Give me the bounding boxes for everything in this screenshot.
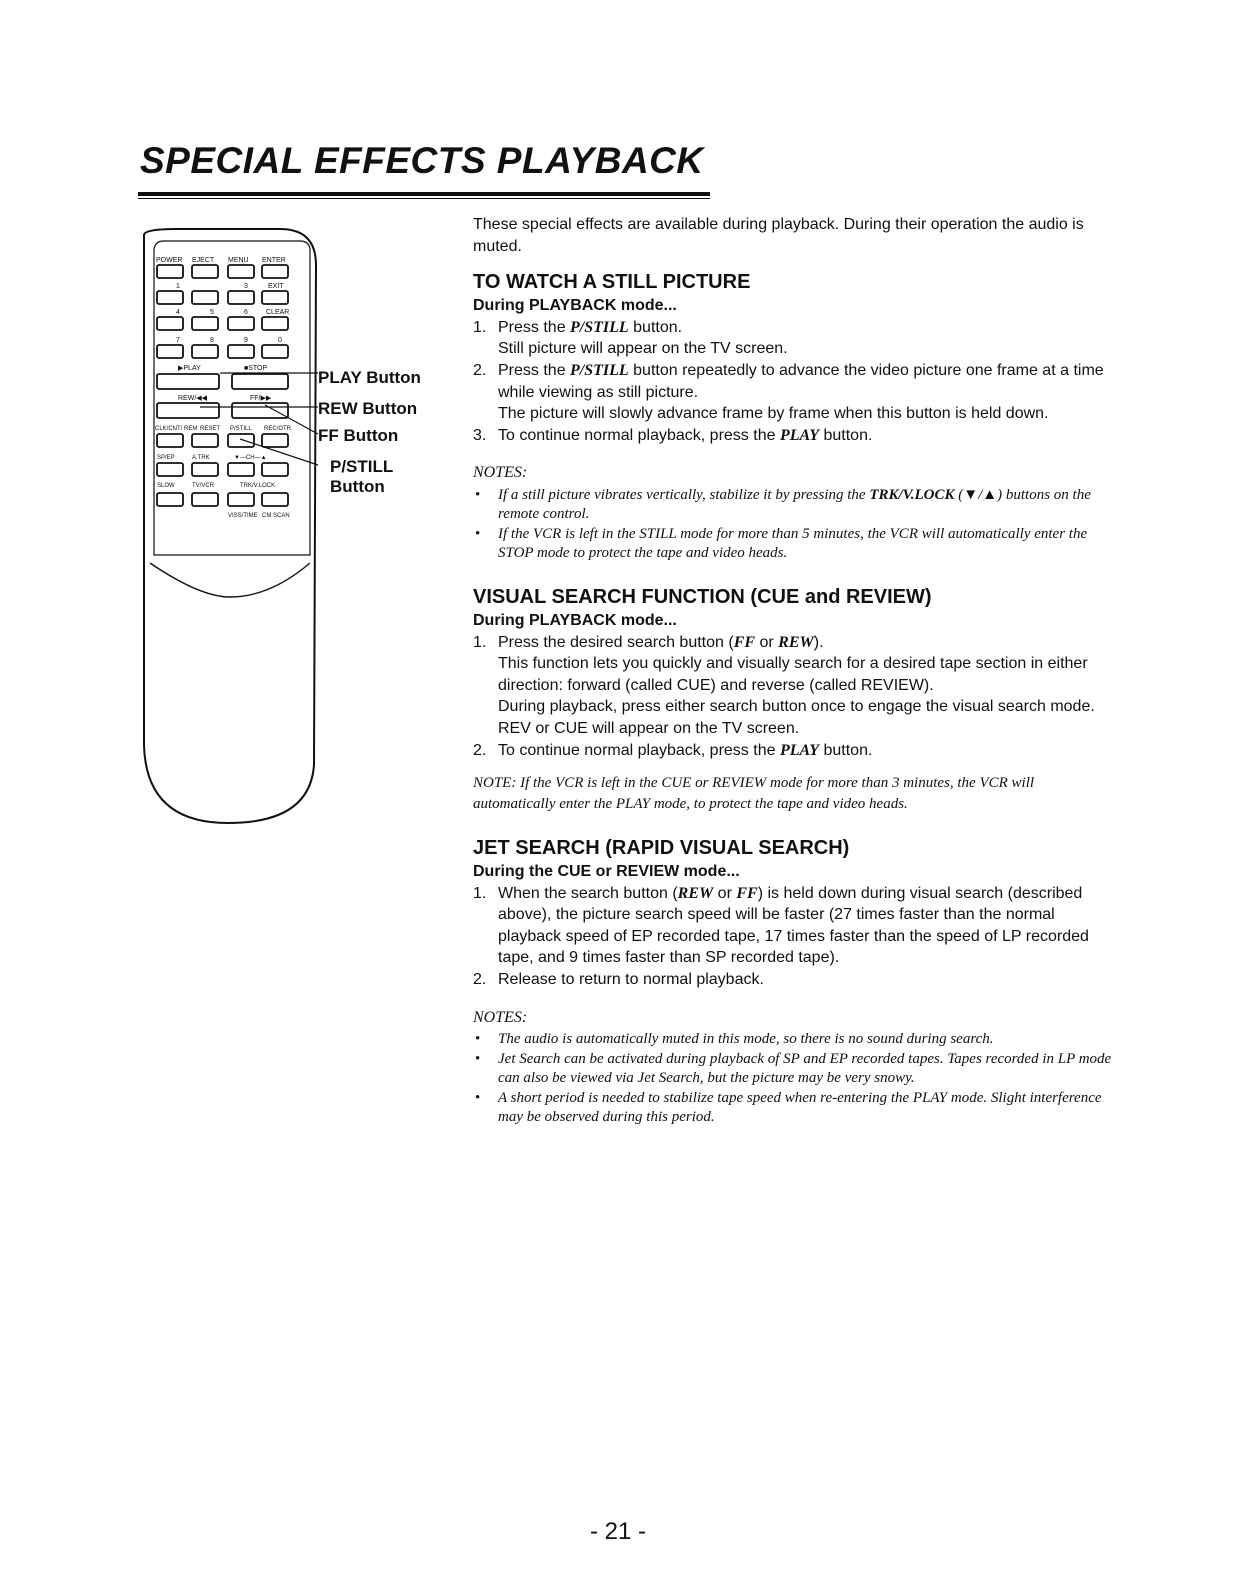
key-label-cmscan: CM SCAN bbox=[262, 513, 290, 519]
step-emphasis: PLAY bbox=[779, 741, 820, 759]
note-text: (▼/▲) buttons on the remote control. bbox=[498, 486, 1091, 523]
key-label-0: 0 bbox=[278, 337, 282, 344]
key-row-play-stop bbox=[157, 374, 288, 389]
note-text: Jet Search can be activated during playback of SP and EP recorded tapes. Tapes recorded in LP mode can also be viewed via Jet Search, but the picture may be very snowy. bbox=[498, 1050, 1112, 1087]
notes-label-jet: NOTES: bbox=[473, 1008, 528, 1026]
notes-label-still: NOTES: bbox=[473, 464, 528, 482]
page-number: - 21 - bbox=[589, 1518, 646, 1545]
subheading-still: During PLAYBACK mode... bbox=[473, 297, 677, 315]
step-text: To continue normal playback, press the bbox=[498, 426, 780, 444]
step-detail: The picture will slowly advance frame by frame when this button is held down. bbox=[498, 405, 1049, 423]
step-detail: This function lets you quickly and visually search for a desired tape section in either direction: forward (called CUE) and reverse (called REVIEW). bbox=[498, 655, 1088, 694]
key-label-trk: TRK/V.LOCK bbox=[240, 483, 276, 489]
key-row-1 bbox=[157, 265, 288, 278]
step-emphasis: P/STILL bbox=[570, 361, 629, 379]
key-label-eject: EJECT bbox=[192, 257, 215, 264]
step-text: Press the bbox=[498, 361, 571, 379]
subheading-visual: During PLAYBACK mode... bbox=[473, 611, 677, 629]
key-row-4 bbox=[157, 345, 288, 358]
key-label-7: 7 bbox=[176, 337, 180, 344]
step-item bbox=[473, 969, 1113, 991]
notes-jet bbox=[473, 1030, 1113, 1128]
note-text: If a still picture vibrates vertically, stabilize it by pressing the bbox=[498, 486, 870, 503]
remote-curve bbox=[150, 563, 310, 597]
note-text: If the VCR is left in the STILL mode for more than 5 minutes, the VCR will automatically enter the STOP mode to protect the tape and video heads. bbox=[498, 525, 1088, 562]
key-label-clear: CLEAR bbox=[266, 309, 290, 316]
key-label-atrk: A.TRK bbox=[192, 455, 210, 461]
intro-paragraph: These special effects are available during playback. During their operation the audio is muted. bbox=[473, 216, 1084, 255]
remote-outline bbox=[144, 229, 316, 823]
key-label-rew: REW/◀◀ bbox=[178, 395, 208, 402]
callout-play: PLAY Button bbox=[318, 368, 421, 387]
note-item: • A short period is needed to stabilize tape speed when re-entering the PLAY mode. Slight interference may be observed during this period. bbox=[475, 1089, 1102, 1126]
callout-lines bbox=[200, 373, 318, 465]
note-item: • If a still picture vibrates vertically, stabilize it by pressing the TRK/V.LOCK (▼/▲) buttons on the remote control. bbox=[475, 486, 1091, 523]
key-label-exit: EXIT bbox=[268, 283, 284, 290]
step-text: To continue normal playback, press the bbox=[498, 741, 780, 759]
key-label-viss: VISS/TIME bbox=[228, 513, 258, 519]
step-number: 1. bbox=[473, 633, 487, 651]
step-emphasis: FF bbox=[733, 633, 756, 651]
step-text: ) is held down during visual search (described above), the picture search speed will be faster (27 times faster than the normal playback speed of EP recorded tape, 17 times faster than the speed of LP recorded tape, and 9 times faster than SP recorded tape). bbox=[498, 884, 1089, 967]
key-row-rew-ff bbox=[157, 403, 288, 418]
page-title: SPECIAL EFFECTS PLAYBACK bbox=[140, 140, 704, 181]
step-text: ). bbox=[813, 633, 824, 651]
step-number: 3. bbox=[473, 426, 487, 444]
key-label-play: ▶PLAY bbox=[178, 365, 201, 372]
subheading-jet: During the CUE or REVIEW mode... bbox=[473, 863, 740, 881]
heading-visual-search: VISUAL SEARCH FUNCTION (CUE and REVIEW) bbox=[473, 585, 932, 608]
key-label-enter: ENTER bbox=[262, 257, 286, 264]
step-text: button. bbox=[819, 741, 873, 759]
key-label-ch: ▼—CH—▲ bbox=[234, 455, 267, 461]
key-label-3: 3 bbox=[244, 283, 248, 290]
note-item: • If the VCR is left in the STILL mode for more than 5 minutes, the VCR will automatically enter the STOP mode to protect the tape and video heads. bbox=[475, 525, 1088, 562]
step-number: 2. bbox=[473, 361, 487, 379]
callout-rew: REW Button bbox=[318, 399, 418, 418]
key-row-7 bbox=[157, 493, 288, 506]
callout-pstill-line1: P/STILL bbox=[330, 457, 394, 476]
step-number: 2. bbox=[473, 971, 487, 989]
key-label-4: 4 bbox=[176, 309, 180, 316]
step-text: Release to return to normal playback. bbox=[498, 971, 764, 989]
key-label-power: POWER bbox=[156, 257, 183, 264]
step-detail: Still picture will appear on the TV screen. bbox=[498, 340, 788, 358]
key-label-6: 6 bbox=[244, 309, 248, 316]
step-emphasis: PLAY bbox=[779, 426, 820, 444]
step-emphasis: REW bbox=[677, 884, 714, 902]
heading-jet-search: JET SEARCH (RAPID VISUAL SEARCH) bbox=[473, 837, 850, 860]
steps-jet bbox=[473, 883, 1113, 991]
key-row-5 bbox=[157, 434, 288, 447]
step-text: button. bbox=[628, 318, 683, 336]
callout-pstill bbox=[330, 457, 393, 497]
note-text: The audio is automatically muted in this mode, so there is no sound during search. bbox=[498, 1031, 994, 1048]
key-label-1: 1 bbox=[176, 283, 180, 290]
key-label-recotr: REC/OTR bbox=[264, 426, 291, 432]
key-label-slow: SLOW bbox=[157, 483, 175, 489]
key-label-pstill: P/STILL bbox=[230, 426, 252, 432]
step-item bbox=[473, 632, 1113, 740]
remote-control-illustration bbox=[140, 225, 320, 825]
heading-still-picture: TO WATCH A STILL PICTURE bbox=[473, 271, 751, 294]
step-text: or bbox=[713, 884, 737, 902]
step-detail: During playback, press either search button once to engage the visual search mode. REV or CUE will appear on the TV screen. bbox=[498, 698, 1095, 737]
key-row-3 bbox=[157, 317, 288, 330]
step-item bbox=[473, 740, 1113, 762]
note-text: A short period is needed to stabilize tape speed when re-entering the PLAY mode. Slight interference may be observed during this period. bbox=[498, 1089, 1102, 1126]
main-content bbox=[473, 214, 1113, 1128]
key-label-stop: ■STOP bbox=[244, 365, 268, 372]
step-number: 1. bbox=[473, 318, 487, 336]
note-visual: NOTE: If the VCR is left in the CUE or REVIEW mode for more than 3 minutes, the VCR will automatically enter the PLAY mode, to protect the tape and video heads. bbox=[473, 775, 1035, 813]
step-text: Press the desired search button ( bbox=[498, 633, 734, 651]
step-text: Press the bbox=[498, 318, 571, 336]
note-item: • The audio is automatically muted in this mode, so there is no sound during search. bbox=[475, 1031, 994, 1048]
callout-ff: FF Button bbox=[318, 426, 399, 445]
note-emphasis: TRK/V.LOCK bbox=[869, 486, 955, 503]
steps-still bbox=[473, 317, 1113, 447]
step-emphasis: P/STILL bbox=[570, 318, 629, 336]
step-item bbox=[473, 317, 1113, 360]
step-text: or bbox=[755, 633, 779, 651]
key-label-ff: FF/▶▶ bbox=[250, 395, 272, 402]
key-label-9: 9 bbox=[244, 337, 248, 344]
key-label-reset: RESET bbox=[200, 426, 221, 432]
step-number: 1. bbox=[473, 884, 487, 902]
notes-still bbox=[473, 486, 1113, 564]
step-text: button. bbox=[819, 426, 873, 444]
step-item bbox=[473, 425, 1113, 447]
key-label-tvvcr: TV/VCR bbox=[192, 483, 215, 489]
key-label-5: 5 bbox=[210, 309, 214, 316]
title-underline bbox=[138, 192, 710, 199]
step-item bbox=[473, 360, 1113, 425]
step-emphasis: REW bbox=[778, 633, 814, 651]
key-row-2 bbox=[157, 291, 288, 304]
step-emphasis: FF bbox=[736, 884, 758, 902]
step-text: When the search button ( bbox=[498, 884, 678, 902]
step-number: 2. bbox=[473, 741, 487, 759]
key-label-spep: SP/EP bbox=[157, 455, 175, 461]
steps-visual bbox=[473, 632, 1113, 762]
step-item bbox=[473, 883, 1113, 969]
note-item: • Jet Search can be activated during playback of SP and EP recorded tapes. Tapes recorded in LP mode can also be viewed via Jet Search, but the picture may be very snowy. bbox=[475, 1050, 1112, 1087]
step-text: button repeatedly to advance the video picture one frame at a time while viewing as still picture. bbox=[498, 361, 1104, 401]
callout-pstill-line2: Button bbox=[330, 477, 385, 496]
key-label-clk: CLK/CNT/ REM bbox=[155, 426, 198, 432]
key-label-8: 8 bbox=[210, 337, 214, 344]
key-row-6 bbox=[157, 463, 288, 476]
key-label-menu: MENU bbox=[228, 257, 249, 264]
